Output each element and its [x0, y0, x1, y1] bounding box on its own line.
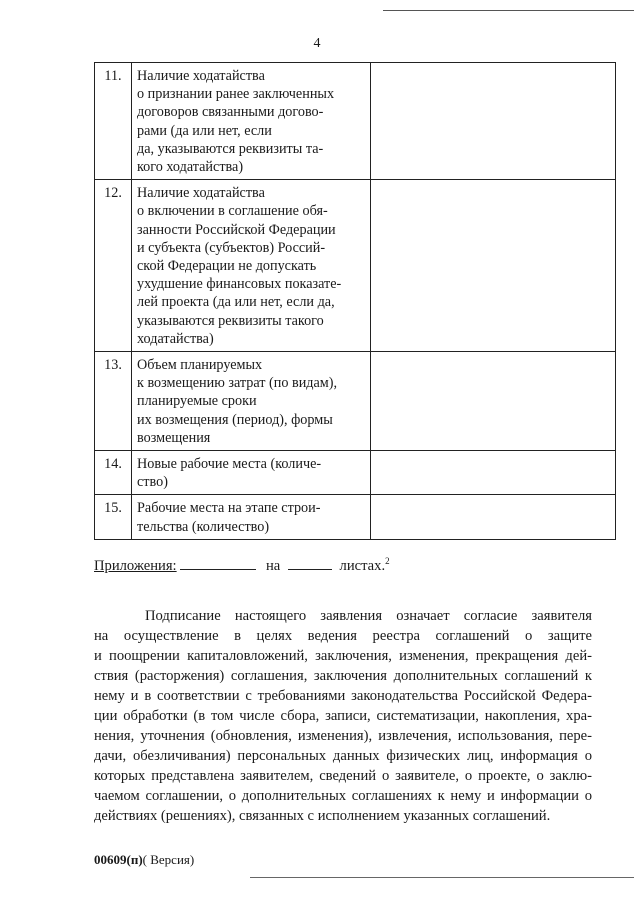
description-line: ходатайства)	[137, 330, 214, 347]
paragraph-line: ции обработки (в том числе сбора, записи, систематизации, накопления, хра-	[94, 708, 592, 724]
description-line: ской Федерации не допускать	[137, 258, 317, 275]
table-row	[95, 63, 616, 180]
document-version: ( Версия)	[142, 852, 195, 867]
row-value-cell[interactable]	[371, 180, 616, 352]
description-line: Новые рабочие места (количе-	[137, 456, 322, 473]
description-line: указываются реквизиты такого	[137, 312, 324, 329]
description-line: планируемые сроки	[137, 393, 257, 410]
description-line: кого ходатайства)	[137, 159, 244, 176]
row-value-cell[interactable]	[371, 495, 616, 539]
description-line: возмещения	[137, 429, 211, 446]
description-line: занности Российской Федерации	[137, 221, 336, 238]
row-number: 13.	[95, 352, 132, 451]
row-value-cell[interactable]	[371, 352, 616, 451]
attachments-blank-field[interactable]	[180, 557, 256, 570]
document-code	[94, 852, 194, 868]
row-description	[132, 495, 371, 539]
description-line: Объем планируемых	[137, 357, 263, 374]
row-value-cell[interactable]	[371, 451, 616, 495]
description-line: да, указываются реквизиты та-	[137, 140, 324, 157]
description-line: рами (да или нет, если	[137, 122, 272, 139]
paragraph-line: Подписание настоящего заявления означает согласие заявителя	[145, 608, 592, 624]
requisites-table	[94, 62, 616, 540]
row-number: 14.	[95, 451, 132, 495]
description-line: ухудшение финансовых показате-	[137, 276, 342, 293]
description-line: Наличие ходатайства	[137, 68, 265, 84]
table-row	[95, 451, 616, 495]
description-line: о признании ранее заключенных	[137, 86, 335, 103]
document-code-number: 00609(п)	[94, 852, 143, 867]
row-description	[132, 451, 371, 495]
table-row	[95, 352, 616, 451]
description-line: Наличие ходатайства	[137, 185, 265, 202]
row-description	[132, 180, 371, 352]
description-line: Рабочие места на этапе строи-	[137, 500, 321, 517]
row-number: 15.	[95, 495, 132, 539]
description-line: их возмещения (период), формы	[137, 411, 333, 428]
paragraph-line: и поощрении капиталовложений, заключения, изменения, прекращения дей-	[94, 648, 592, 664]
row-description	[132, 352, 371, 451]
attachments-line	[94, 556, 390, 575]
paragraph-line: которых представлена заявителем, сведений о заявителе, о проекте, о заклю-	[94, 768, 592, 784]
description-line: ство)	[137, 474, 168, 491]
description-line: лей проекта (да или нет, если да,	[137, 294, 335, 311]
paragraph-line: дачи, обезличивания) персональных данных физических лиц, информация о	[94, 748, 592, 764]
consent-paragraph	[94, 606, 592, 826]
table-row	[95, 495, 616, 539]
bottom-scan-line	[250, 877, 634, 878]
paragraph-line: нему и в соответствии с требованиями законодательства Российской Федера-	[94, 688, 592, 704]
paragraph-line: ствия (расторжения) соглашения, заключения дополнительных соглашений к	[94, 668, 592, 684]
paragraph-line: на осуществление в целях ведения реестра соглашений о защите	[94, 628, 592, 644]
footnote-marker: 2	[385, 556, 390, 566]
row-number: 12.	[95, 180, 132, 352]
top-scan-line	[383, 10, 634, 11]
paragraph-line: нения, уточнения (обновления, изменения), извлечения, использования, пере-	[94, 728, 592, 744]
description-line: к возмещению затрат (по видам),	[137, 375, 338, 392]
description-line: тельства (количество)	[137, 518, 270, 535]
paragraph-line: действиях (решениях), связанных с исполнением указанных соглашений.	[94, 808, 551, 824]
attachments-label: Приложения:	[94, 558, 177, 574]
sheets-count-blank-field[interactable]	[288, 557, 332, 570]
description-line: и субъекта (субъектов) Россий-	[137, 239, 326, 256]
row-value-cell[interactable]	[371, 63, 616, 180]
paragraph-line: чаемом соглашении, о дополнительных соглашениях к нему и информации о	[94, 788, 592, 804]
row-description	[132, 63, 371, 180]
description-line: о включении в соглашение обя-	[137, 203, 328, 220]
attachments-on-word: на	[265, 558, 281, 574]
page-number: 4	[313, 36, 321, 51]
sheets-word: листах.	[339, 558, 386, 574]
table-row	[95, 180, 616, 352]
row-number: 11.	[95, 63, 132, 180]
description-line: договоров связанными догово-	[137, 104, 324, 121]
